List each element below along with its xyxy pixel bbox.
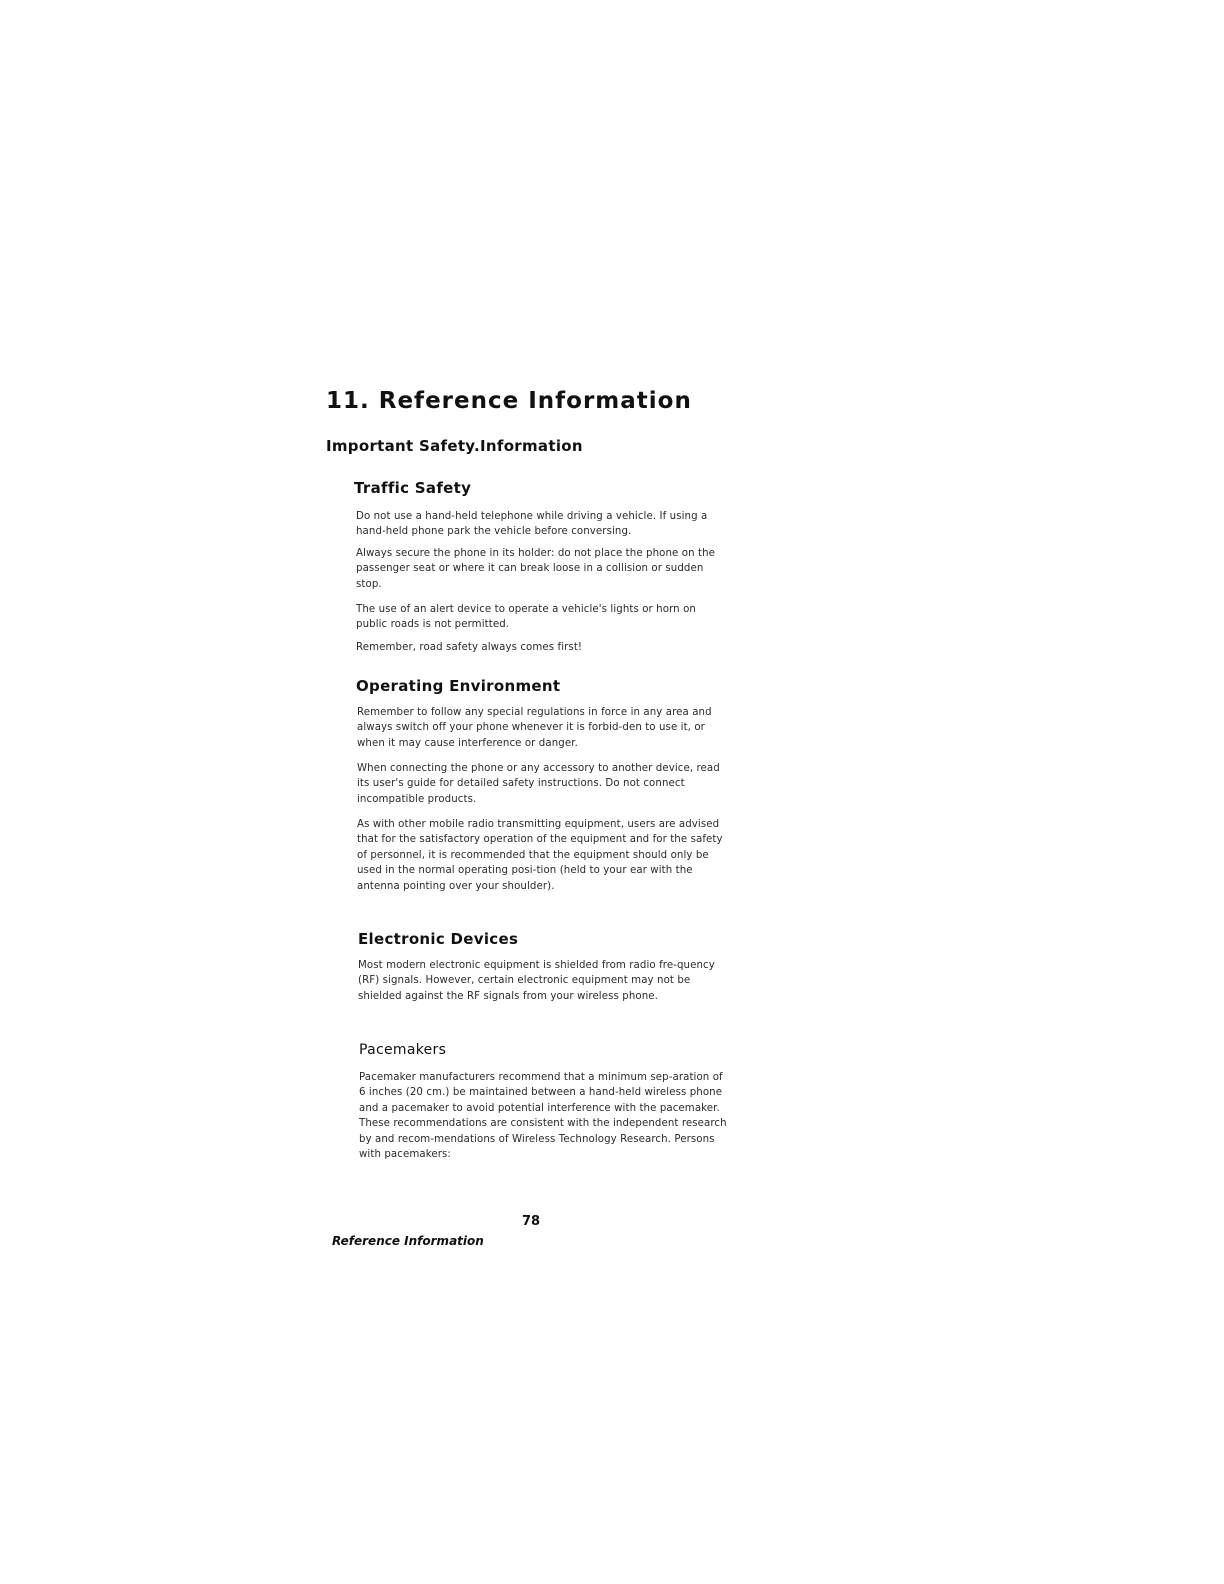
operating-environment-paragraph-3: As with other mobile radio transmitting equipment, users are advised that for the satisfactory operation of the equipment and for the safety of personnel, it is recommended that the equipment should only be used in the normal operating posi-tion (held to your ear with the antenna pointing over your shoulder). xyxy=(357,819,723,892)
footer-label: Reference Information xyxy=(332,1234,484,1248)
pacemakers-paragraph-1: Pacemaker manufacturers recommend that a minimum sep-aration of 6 inches (20 cm.) be maintained between a hand-held wireless phone and a pacemaker to avoid potential interference with the pacemaker. These recommendations are consistent with the independent research by and recom-mendations of Wireless Technology Research. Persons with pacemakers: xyxy=(359,1072,727,1161)
pacemakers-heading: Pacemakers xyxy=(359,1042,447,1058)
traffic-safety-paragraph-1: Do not use a hand-held telephone while driving a vehicle. If using a hand-held phone park the vehicle before conversing. xyxy=(356,511,708,538)
traffic-safety-heading: Traffic Safety xyxy=(354,479,472,497)
electronic-devices-paragraph-1: Most modern electronic equipment is shielded from radio fre-quency (RF) signals. However, certain electronic equipment may not be shielded against the RF signals from your wireless phone. xyxy=(358,960,715,1002)
section-title: Important Safety.Information xyxy=(326,437,583,455)
operating-environment-paragraph-2: When connecting the phone or any accessory to another device, read its user's guide for detailed safety instructions. Do not connect incompatible products. xyxy=(357,763,720,805)
traffic-safety-paragraph-3: The use of an alert device to operate a vehicle's lights or horn on public roads is not permitted. xyxy=(356,604,696,631)
traffic-safety-paragraph-4: Remember, road safety always comes first! xyxy=(356,642,583,653)
operating-environment-heading: Operating Environment xyxy=(356,677,561,695)
page-number: 78 xyxy=(522,1214,541,1229)
operating-environment-paragraph-1: Remember to follow any special regulations in force in any area and always switch off your phone whenever it is forbid-den to use it, or when it may cause interference or danger. xyxy=(357,707,712,749)
electronic-devices-heading: Electronic Devices xyxy=(358,930,519,948)
chapter-title: 11. Reference Information xyxy=(326,388,692,414)
traffic-safety-paragraph-2: Always secure the phone in its holder: do not place the phone on the passenger seat or where it can break loose in a collision or sudden stop. xyxy=(356,548,715,590)
